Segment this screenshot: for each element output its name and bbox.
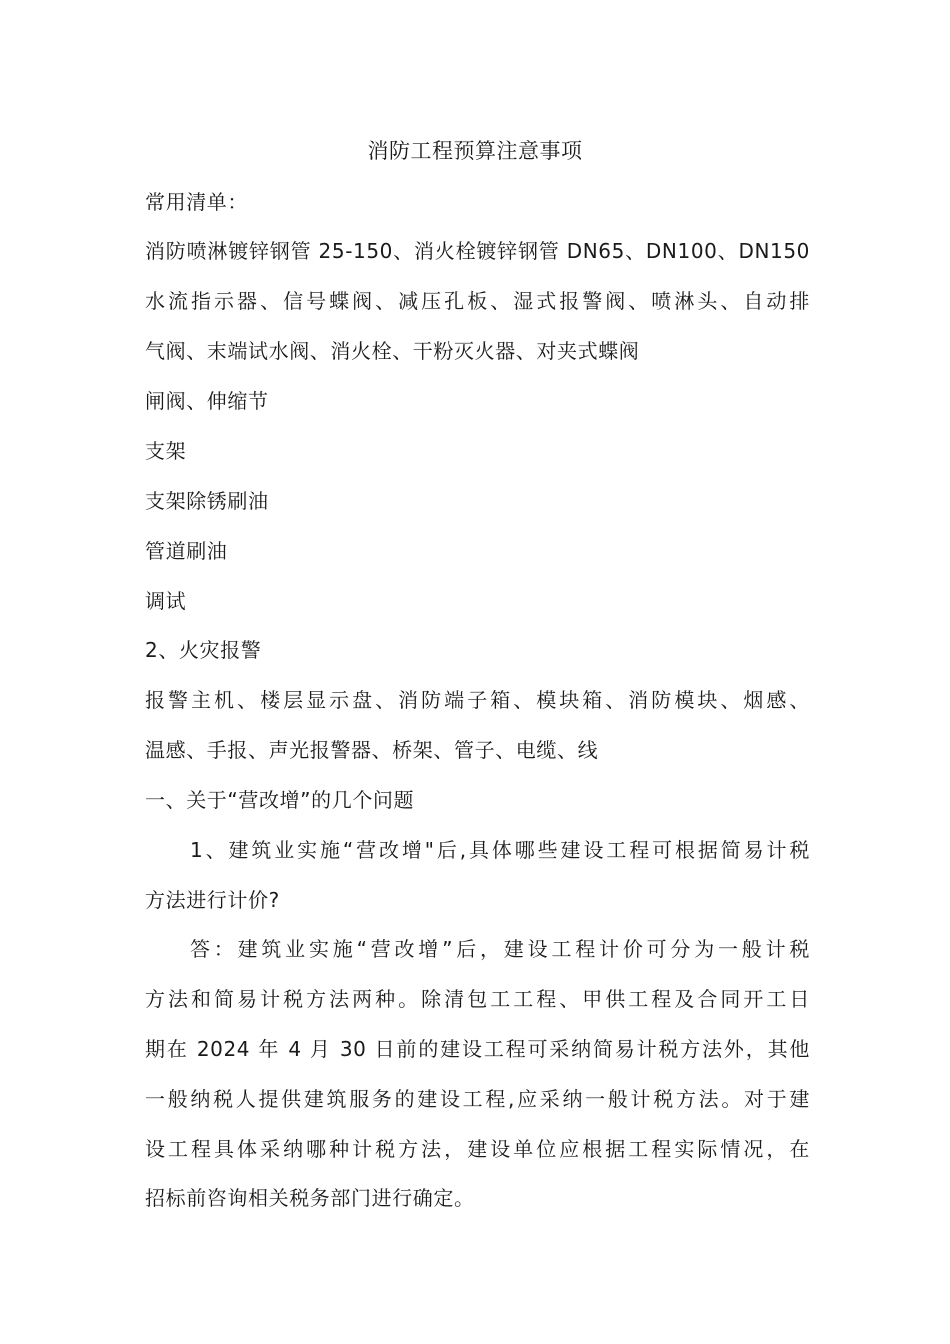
text-line: 温感、手报、声光报警器、桥架、管子、电缆、线	[145, 738, 599, 762]
text-line: 报警主机、楼层显示盘、消防端子箱、模块箱、消防模块、烟感、	[145, 688, 810, 712]
text-line: 闸阀、伸缩节	[145, 389, 269, 413]
section-heading: 一、关于“营改增”的几个问题	[145, 788, 415, 812]
answer-line: 一般纳税人提供建筑服务的建设工程,应采纳一般计税方法。对于建	[145, 1087, 810, 1111]
question-line: 1、建筑业实施“营改增"后,具体哪些建设工程可根据简易计税	[190, 838, 810, 862]
question-line: 方法进行计价?	[145, 888, 280, 912]
text-line: 气阀、末端试水阀、消火栓、干粉灭火器、对夹式蝶阀	[145, 339, 640, 363]
document-title: 消防工程预算注意事项	[367, 139, 583, 163]
text-line: 水流指示器、信号蝶阀、减压孔板、湿式报警阀、喷淋头、自动排	[145, 289, 810, 313]
text-line: 支架除锈刷油	[145, 489, 269, 513]
answer-line: 期在 2024 年 4 月 30 日前的建设工程可采纳简易计税方法外，其他	[145, 1037, 810, 1061]
answer-line: 答：建筑业实施“营改增”后，建设工程计价可分为一般计税	[190, 937, 810, 961]
answer-line: 招标前咨询相关税务部门进行确定。	[145, 1186, 475, 1210]
text-line: 调试	[145, 589, 187, 613]
section-heading: 2、火灾报警	[145, 638, 262, 662]
text-line: 消防喷淋镀锌钢管 25-150、消火栓镀锌钢管 DN65、DN100、DN150	[145, 239, 810, 263]
text-line: 支架	[145, 439, 187, 463]
text-line: 管道刷油	[145, 539, 228, 563]
text-line: 常用清单：	[145, 190, 248, 214]
answer-line: 设工程具体采纳哪种计税方法，建设单位应根据工程实际情况，在	[145, 1137, 810, 1161]
answer-line: 方法和简易计税方法两种。除清包工工程、甲供工程及合同开工日	[145, 987, 810, 1011]
